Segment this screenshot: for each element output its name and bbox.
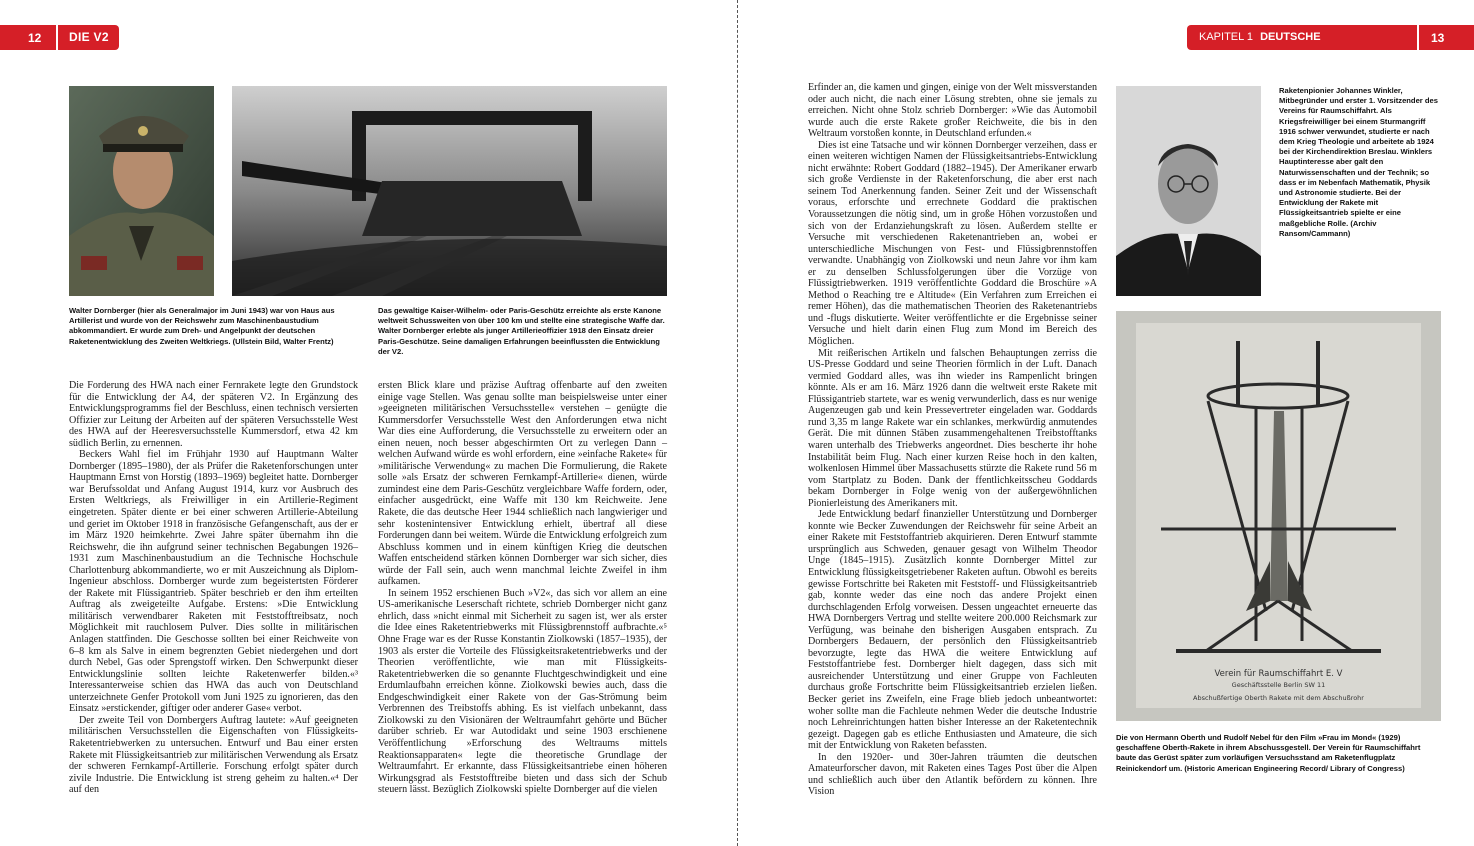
paragraph: In den 1920er- und 30er-Jahren träumten die deutschen Amateurforscher davon, mit Raketen eines Tages Post über die Alpen und schließlich auch über den Atlantik befördern zu können. Ihre Vision bbox=[808, 751, 1097, 798]
dornberger-caption: Walter Dornberger (hier als Generalmajor im Juni 1943) war von Haus aus Artillerist und wurde von der Reichswehr zum Maschinenbaustudium abkommandiert. Er wurde zum Dreh- und Angelpunkt der deutschen Raketenentwicklung des Zweiten Weltkriegs. (Ullstein Bild, Walter Frentz) bbox=[69, 306, 335, 346]
right-running-header bbox=[1187, 25, 1417, 68]
paragraph: Die Forderung des HWA nach einer Fernrakete legte den Grundstock für die Entwicklung der A4, der späteren V2. In Ergänzung des Entwicklungsprogramms fiel der Beschluss, einen technisch versierten Offizier zur Leitung der Arbeiten auf der späteren Versuchsstelle West des HWA auf der Heeresversuchsstelle Kummersdorf, etwa 42 km südlich Berlin, zu ernennen. bbox=[69, 380, 358, 449]
oberth-rocket-photo bbox=[1116, 311, 1441, 721]
paragraph: Erfinder an, die kamen und gingen, einige von der Welt missverstanden oder auch nicht, die nach einer Lösung strebten, ohne sie jemals zu erreichen. Nicht ohne Stolz schrieb Dornberger: »Wie das Automobil wurde auch die erste Rakete großer Reichweite, die bis in den Weltraum vorstoßen konnte, in Deutschland erfunden.« bbox=[808, 82, 1097, 140]
paragraph: Mit reißerischen Artikeln und falschen Behauptungen zerriss die US-Presse Goddard und seine Theorien förmlich in der Luft. Danach vermied Goddard alles, was ihn wieder ins Rampenlicht bringen könnte. Als er am 16. März 1926 dann die weltweit erste Rakete mit Flüssigantrieb startete, war es wenig verwunderlich, dass es nur wenige Augenzeugen gab und kein Pressevertreter eingeladen war. Goddards rund 3,35 m lange Rakete war ein schlankes, merkwürdig anmutendes Gerät. Die mit dünnen Stäben zusammengehaltenen Treibstofftanks waren unterhalb des Triebwerks angeordnet. Dies bescherte ihr hohe Instabilität beim Flug. Nach einer kurzen Reise hoch in den kalten, wolkenlosen Himmel über Massachusetts stürzte die Rakete rund 56 m vom Startplatz zu Boden. Dank der ffentlichkeitsscheu Goddards bekam Dornberger in Folge wenig von der außergewöhnlichen Pionierleistung des Amerikaners mit. bbox=[808, 347, 1097, 509]
paragraph: In seinem 1952 erschienen Buch »V2«, das sich vor allem an eine US-amerikanische Leserschaft richtete, schrieb Dornberger nicht ganz ehrlich, dass »nicht einmal mit Sicherheit zu sagen ist, wer als erster die Idee eines Raketentriebwerks mit Flüssigbrennstoff aufbrachte.«⁵ Ohne Frage war es der Russe Konstantin Ziolkowski (1857–1935), der 1903 als erster die Vorteile des Flüssigkeitsraketentriebwerks und der Theorien veröffentlichte, wie man mit Flüssigkeits-Raketentriebwerken die so genannte Fluchtgeschwindigkeit und eine Erdumlaufbahn erreichen könne. Ziolkowski bewies auch, dass die Endgeschwindigkeit einer Rakete von der Gas-Strömung beim Verbrennen des Treibstoffs abhing. Es ist vielfach unbekannt, dass Ziolkowski zu den Visionären der Weltraumfahrt gehörte und Bücher darüber schrieb. Er war Autodidakt und seine 1903 erschienene Veröffentlichung »Erforschung des Weltraums mittels Reaktionsapparaten« legte die theoretische Grundlage der Weltraumfahrt. Er erkannte, dass Flüssigkeitsantriebe einen höheren Wirkungsgrad als Feststofftreibe bieten und dass sich der Schub steuern lässt. Bezüglich Ziolkowski spielte Dornberger auf die vielen bbox=[378, 587, 667, 796]
page-fold-line bbox=[737, 0, 738, 846]
winkler-caption: Raketenpionier Johannes Winkler, Mitbegründer und erster 1. Vorsitzender des Vereins für Raumschiffahrt. Als Kriegsfreiwilliger bei einem Sturmangriff 1916 schwer verwundet, studierte er nach dem Krieg Theologie und arbeitete ab 1924 bei der Kirchendirektion Breslau. Winklers Hauptinteresse aber galt den Naturwissenschaften und der Technik; so dass er im Nebenfach Mathematik, Physik und Astronomie studierte. Bei der Entwicklung der Rakete mit Flüssigkeitsantrieb spielte er eine maßgebliche Rolle. (Archiv Ransom/Cammann) bbox=[1279, 86, 1438, 238]
paragraph: ersten Blick klare und präzise Auftrag offenbarte auf den zweiten einige vage Stellen. Was genau sollte man beispielsweise unter einer »geeigneten militärischen Versuchsstelle« verstehen – genügte die Kummersdorfer Versuchsstelle West den Anforderungen etwa nicht War dies eine Aufforderung, die Versuchsstelle zu erweitern oder an einen neuen, noch besser abgeschirmten Ort zu verlegen Dann – welchen Aufwand würde es wohl erfordern, eine »einfache Rakete« für »militärische Verwendung« zu machen Die Formulierung, die Rakete solle »als Ersatz der schweren Fernkampf-Artillerie« dienen, würde zumindest eine dem Paris-Geschütz vergleichbare Waffe fordern, oder, einfacher ausgedrückt, eine Waffe mit 130 km Reichweite. Jene Rakete, die das deutsche Heer 1944 schließlich nach langwieriger und sehr kostenintensiver Entwicklung erhielt, übertraf all diese Forderungen dann bei weitem. Würde die Entwicklung erfolgreich zum Abschluss kommen und in einem künftigen Krieg die deutschen Waffen entscheidend stärken können Dornberger war sich sicher, dies würde der Fall sein, auch wenn manchmal leichte Zweifel in ihm aufkamen. bbox=[378, 380, 667, 588]
paragraph: Jede Entwicklung bedarf finanzieller Unterstützung und Dornberger konnte wie Becker Zuwendungen der Reichswehr für seine Arbeit an einer Rakete mit Feststoffantrieb akquirieren. Deren Entwurf stammte ursprünglich aus Schweden, genauer gesagt von Wilhelm Theodor Unge (1845–1915). Zusätzlich konnte Dornberger Mittel zur Entwicklung flüssigkeitsgetriebener Raketen auftun. Obwohl es bereits gewisse Fortschritte bei Raketen mit Feststoff- und Flüssigkeitsantrieb gab, konnte weder das eine noch das andere Projekt einen durchschlagenden Erfolg vorweisen. Dessen ungeachtet erneuerte das HWA Dornbergers Vertrag und stellte weitere 200.000 Reichsmark zur Verfügung, was beinahe den bisherigen Ausgaben entsprach. Zu Dornbergers Bedauern, der persönlich den Flüssigkeitsantrieb bevorzugte, legte das HWA die weitere Entwicklung auf Feststoffantriebe fest. Dornberger hielt dagegen, dass sich mit ausreichender Unterstützung und einer Gruppe von Fachleuten durchaus große Fortschritte beim Flüssigkeitsantrieb erzielen ließen. Becker geriet ins Zweifeln, eine Frage blieb jedoch unbeantwortet: woher sollte man die Fachleute nehmen Weder die deutsche Industrie noch Lehreinrichtungen hatten bisher Interesse an der Raketentechnik gezeigt. Dagegen gab es etliche Enthusiasten und Amateure, die sich mit der Entwicklung von Raketen befassten. bbox=[808, 509, 1097, 752]
paragraph: Beckers Wahl fiel im Frühjahr 1930 auf Hauptmann Walter Dornberger (1895–1980), der als Prüfer die Raketenforschungen unter Hauptmann Ernst von Horstig (1893–1969) begleitet hatte. Dornberger war Berufssoldat und Anfang August 1914, kurz vor Ausbruch des Ersten Weltkriegs, als Freiwilliger in ein Artillerie-Regiment eingetreten. Später diente er bei einer schweren Artillerie-Abteilung und geriet im Oktober 1918 in französische Gefangenschaft, aus der er im März 1920 heimkehrte. Zwei Jahre später übernahm ihn die Reichswehr, die ihn aufgrund seiner technischen Begabungen 1926–1931 zum Maschinenbaustudium an die Technische Hochschule Charlottenburg abkommandierte, wo er mit Auszeichnung als Diplom-Ingenieur abschloss. Dornberger wurde zum begeistertsten Förderer der Rakete mit Flüssigantrieb. Später beschrieb er den ihm erteilten Auftrag als zweigeteilte Aufgabe. Erstens: »Die Entwicklung militärisch verwendbarer Raketen mit Feststofftreibsatz, noch Möglichkeit mit rauchlosem Pulver. Dies sollte in militärischen Anlagen stattfinden. Die Geschosse sollten bei einer Reichweite von 6–8 km als Salve in einem begrenzten Gebiet niedergehen und dort durch Nebel, Gas oder Sprengstoff wirken. Den Schwerpunkt dieser Entwicklungslinie sollten leichte Raketenwerfer bilden.«³ Interessanterweise schien das HWA das auch von Deutschland unterzeichnete Genfer Protokoll vom Juni 1925 zu ignorieren, das den Einsatz »erstickender, giftiger oder anderer Gase« verbot. bbox=[69, 449, 358, 715]
photo-inscription-line-1: Verein für Raumschiffahrt E. V bbox=[1214, 669, 1343, 679]
text-column-2 bbox=[378, 380, 667, 796]
winkler-photo bbox=[1116, 86, 1261, 296]
dornberger-photo bbox=[69, 86, 214, 296]
paris-gun-photo bbox=[232, 86, 667, 296]
oberth-rocket-caption: Die von Hermann Oberth und Rudolf Nebel für den Film »Frau im Mond« (1929) geschaffene Oberth-Rakete in ihrem Abschussgestell. Der Verein für Raumschiffahrt baute das Gerüst später zum vorläufigen Versuchsstand am Raketenflugplatz Reinickendorf um. (Historic American Engineering Record/ Library of Congress) bbox=[1116, 733, 1421, 773]
chapter-title: DEUTSCHE RAKETENPIONIERE bbox=[1199, 31, 1321, 68]
paragraph: Der zweite Teil von Dornbergers Auftrag lautete: »Auf geeigneten militärischen Versuchsstellen die Eigenschaften von Flüssigkeits-Raketentriebwerken zu untersuchen. Entwurf und Bau einer ersten Rakete mit Flüssigkeitsantrieb zur militärischen Verwendung als Ersatz der schweren Fernkampf-Artillerie. Forschung erfolgt später durch zivile Industrie. Die Entwicklung ist streng geheim zu halten.«⁴ Der auf den bbox=[69, 714, 358, 796]
photo-inscription-line-3: Abschußfertige Oberth Rakete mit dem Abschußrohr bbox=[1193, 694, 1364, 702]
paris-gun-caption: Das gewaltige Kaiser-Wilhelm- oder Paris-Geschütz erreichte als erste Kanone weltweit Schussweiten von über 100 km und stellte eine strategische Waffe dar. Walter Dornberger erlebte als junger Artillerieoffizier 1918 den Einsatz dreier Paris-Geschütze. Seine damaligen Erfahrungen beeinflussten die Entwicklung der V2. bbox=[378, 306, 665, 356]
right-page-number: 13 bbox=[1431, 31, 1445, 45]
photo-inscription-line-2: Geschäftsstelle Berlin SW 11 bbox=[1231, 681, 1326, 689]
right-page-number-bar bbox=[1419, 25, 1474, 50]
text-column-3 bbox=[808, 82, 1097, 798]
left-page-number: 12 bbox=[28, 31, 42, 45]
paragraph: Dies ist eine Tatsache und wir können Dornberger verzeihen, dass er einen weiteren wichtigen Namen der Flüssigkeitsantriebs-Entwicklung nicht erwähnte: Robert Goddard (1882–1945). Der Amerikaner erwarb sich große Verdienste in der Raketenforschung, die aber erst nach seinem Tod Anerkennung fanden. Seiner Zeit und der Wissenschaft voraus, erforschte und errechnete Goddard die praktischen Voraussetzungen die nötig sind, um in große Höhen vorzustoßen und sich von der Erdanziehungskraft zu lösen. Außerdem stellte er Versuche mit verschiedenen Raketenantrieben an, wobei er unterschiedliche Mischungen von Fest- und Flüssigbrennstoffen verwandte. Unabhängig von Ziolkowski und neun Jahre vor ihm kam er zu denselben Schlussfolgerungen über die Vorzüge von Flüssigtriebwerken. 1919 veröffentlichte Goddard die Broschüre »A Method o Reaching tre e Altitude« (Ein Verfahren zum Erreichen ei remer Höhen), das die mathematischen Theorien des Raketenantriebs und -flugs diskutierte. Weiter veröffentlichte er die Ergebnisse seiner Versuche und hielt darin einen Flug zum Mond im Bereich des Möglichen. bbox=[808, 139, 1097, 348]
chapter-label: KAPITEL 1 bbox=[1199, 31, 1254, 43]
text-column-1 bbox=[69, 380, 358, 796]
left-running-title: DIE V2 bbox=[58, 25, 119, 50]
